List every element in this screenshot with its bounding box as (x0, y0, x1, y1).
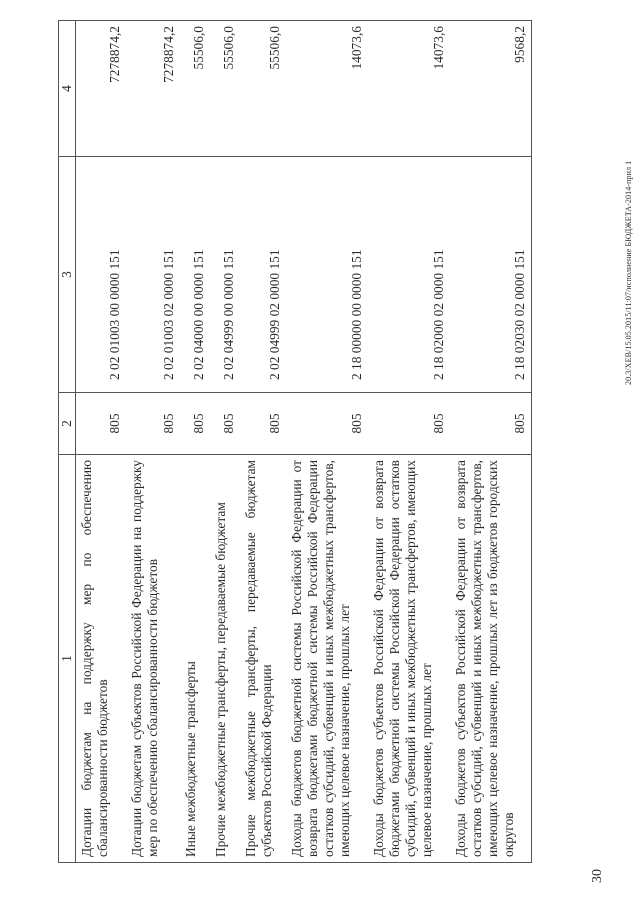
table-row (76, 21, 126, 863)
row-budget-code: 2 02 04999 02 0000 151 (240, 157, 286, 393)
footer-file-code: 20.3/ХЕВ/15.05.2015/11:07/исполнение БЮДЖЕТА-2014-прил 1 (624, 160, 633, 385)
row-budget-code: 2 02 01003 00 0000 151 (76, 157, 126, 393)
row-admin-code: 805 (126, 393, 180, 455)
row-budget-code: 2 18 02030 02 0000 151 (450, 157, 532, 393)
page-number: 30 (590, 869, 605, 883)
row-budget-code: 2 02 04999 00 0000 151 (210, 157, 240, 393)
column-header: 4 (59, 21, 76, 157)
row-name: Доходы бюджетов субъектов Российской Федерации от возврата бюджетами бюджетной системы Российской Федерации остатков субсидий, субвенций и иных межбюджетных трансфертов, имеющих целевое назначение, прошлых лет (368, 455, 450, 863)
row-admin-code: 805 (286, 393, 368, 455)
table-row (286, 21, 368, 863)
row-admin-code: 805 (368, 393, 450, 455)
row-amount: 55506,0 (240, 21, 286, 157)
table-row (240, 21, 286, 863)
table-row (450, 21, 532, 863)
row-amount: 55506,0 (180, 21, 210, 157)
revenue-table (58, 20, 532, 863)
row-amount: 7278874,2 (126, 21, 180, 157)
row-admin-code: 805 (240, 393, 286, 455)
row-budget-code: 2 18 00000 00 0000 151 (286, 157, 368, 393)
row-admin-code: 805 (76, 393, 126, 455)
row-name: Дотации бюджетам на поддержку мер по обеспечению сбалансированности бюджетов (76, 455, 126, 863)
row-name: Дотации бюджетам субъектов Российской Федерации на поддержку мер по обеспечению сбалансированности бюджетов (126, 455, 180, 863)
row-budget-code: 2 02 01003 02 0000 151 (126, 157, 180, 393)
row-amount: 14073,6 (286, 21, 368, 157)
row-name: Доходы бюджетов субъектов Российской Федерации от возврата остатков субсидий, субвенций и иных межбюджетных трансфертов, имеющих целевое назначение, прошлых лет из бюджетов городских округов (450, 455, 532, 863)
row-name: Иные межбюджетные трансферты (180, 455, 210, 863)
column-header: 1 (59, 455, 76, 863)
table-row (180, 21, 210, 863)
table-row (368, 21, 450, 863)
row-amount: 14073,6 (368, 21, 450, 157)
row-admin-code: 805 (180, 393, 210, 455)
column-header: 2 (59, 393, 76, 455)
column-header: 3 (59, 157, 76, 393)
row-name: Доходы бюджетов бюджетной системы Российской Федерации от возврата бюджетами бюджетной системы Российской Федерации остатков субсидий, субвенций и иных межбюджетных трансфертов, имеющих целевое назначение, прошлых лет (286, 455, 368, 863)
row-name: Прочие межбюджетные трансферты, передаваемые бюджетам субъектов Российской Федерации (240, 455, 286, 863)
row-amount: 9568,2 (450, 21, 532, 157)
row-amount: 55506,0 (210, 21, 240, 157)
row-amount: 7278874,2 (76, 21, 126, 157)
row-admin-code: 805 (450, 393, 532, 455)
row-budget-code: 2 18 02000 02 0000 151 (368, 157, 450, 393)
table-header-row (59, 21, 76, 863)
row-budget-code: 2 02 04000 00 0000 151 (180, 157, 210, 393)
row-admin-code: 805 (210, 393, 240, 455)
table-row (210, 21, 240, 863)
row-name: Прочие межбюджетные трансферты, передаваемые бюджетам (210, 455, 240, 863)
table-row (126, 21, 180, 863)
